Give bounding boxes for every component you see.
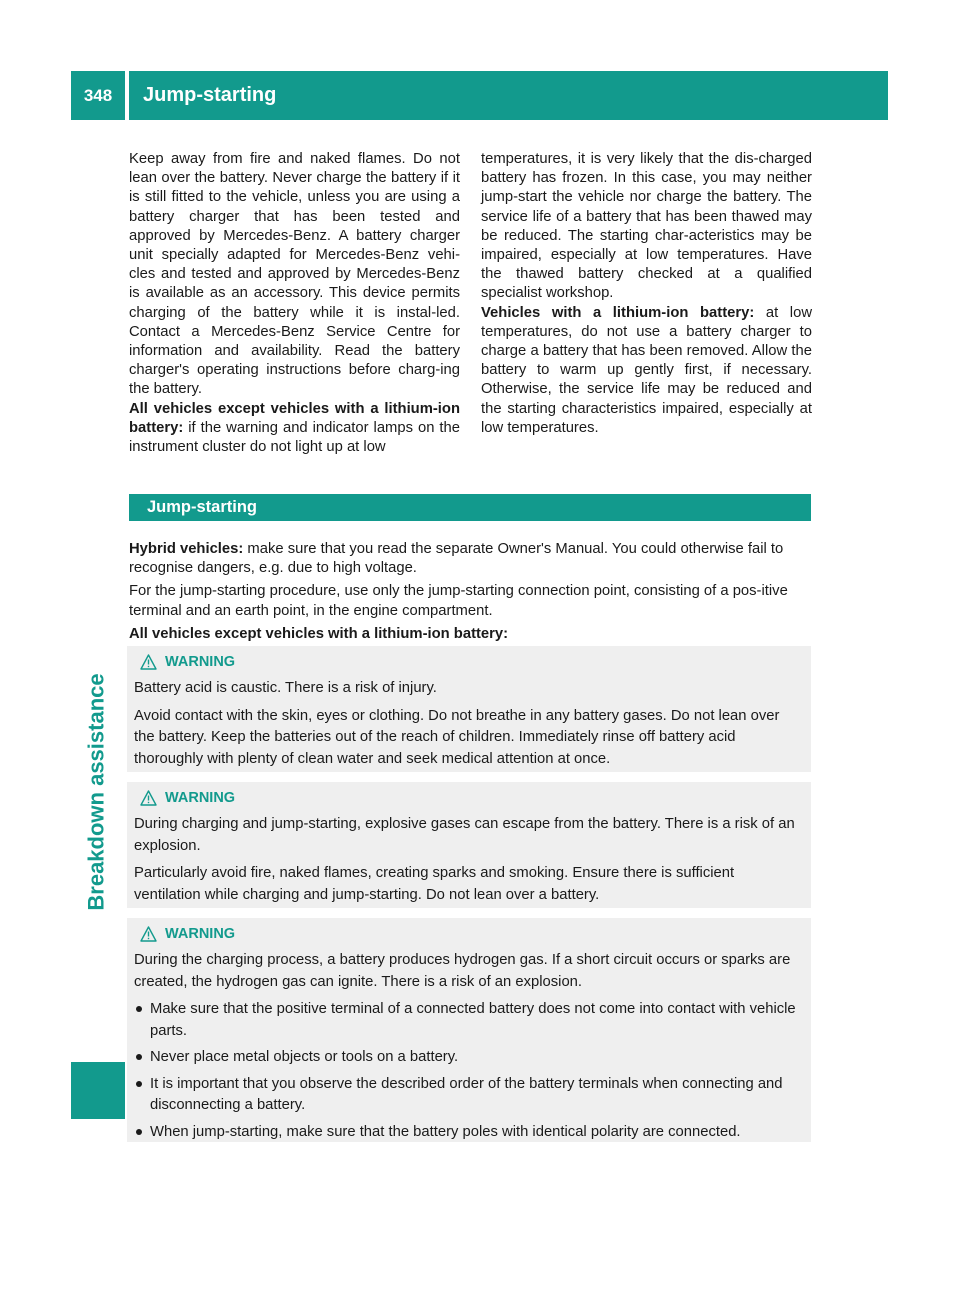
- warning-title-text-1: WARNING: [165, 654, 236, 670]
- warning-triangle-icon: [140, 926, 157, 942]
- right-paragraph-2: [481, 304, 812, 438]
- warning-triangle-icon: [140, 654, 157, 670]
- list-item: It is important that you observe the described order of the battery terminals when connecting and disconnecting a battery.: [134, 1074, 799, 1117]
- warning-2-paragraph-2: Particularly avoid fire, naked flames, creating sparks and smoking. Ensure there is sufficient ventilation while charging and jump-starting. Do not lean over a battery.: [134, 865, 735, 903]
- right-column: [481, 150, 812, 438]
- section-body: [129, 540, 811, 648]
- left-paragraph-2: [129, 400, 460, 458]
- warning-box-2: [127, 782, 811, 908]
- page-title: Jump-starting: [129, 71, 888, 120]
- warning-1-paragraph-1: Battery acid is caustic. There is a risk of injury.: [134, 680, 437, 696]
- right-paragraph-2-bold: Vehicles with a lithium-ion battery:: [481, 304, 755, 321]
- right-paragraph-1: temperatures, it is very likely that the dis-charged battery has frozen. In this case, you may neither jump-start the vehicle nor charge the battery. The service life of a battery that has been thawed may be reduced. The starting char-acteristics may be impaired, especially at low temperatures. Have the thawed battery checked at a qualified specialist workshop.: [481, 151, 812, 302]
- left-paragraph-2-bold: All vehicles except vehicles with a lithium-ion battery:: [129, 400, 460, 436]
- section-heading: Jump-starting: [129, 494, 811, 521]
- side-tab-label: Breakdown assistance: [84, 673, 110, 911]
- all-vehicles-heading: All vehicles except vehicles with a lithium-ion battery:: [129, 625, 509, 642]
- side-tab-marker: [71, 1062, 125, 1119]
- right-paragraph-2-text: at low temperatures, do not use a battery charger to charge a battery that has been removed. Allow the battery to warm up gently first, if necessary. Otherwise, the service life may be reduced and the starting characteristics impaired, especially at low temperatures.: [481, 304, 812, 436]
- hybrid-text: make sure that you read the separate Owner's Manual. You could otherwise fail to recognise dangers, e.g. due to high voltage.: [129, 541, 784, 577]
- left-paragraph-1: Keep away from fire and naked flames. Do not lean over the battery. Never charge the battery if it is still fitted to the vehicle, unless you are using a battery charger that has been tested and approved by Mercedes-Benz. A battery charger unit specially adapted for Mercedes-Benz vehi-cles and tested and approved by Mercedes-Benz is available as an accessory. This device permits charging of the battery while it is instal-led. Contact a Mercedes-Benz Service Centre for information and availability. Read the battery charger's operating instructions before charg-ing the battery.: [129, 151, 460, 398]
- warning-3-paragraph-1: During the charging process, a battery produces hydrogen gas. If a short circuit occurs or sparks are created, the hydrogen gas can ignite. There is a risk of an explosion.: [134, 952, 791, 990]
- list-item: When jump-starting, make sure that the battery poles with identical polarity are connected.: [134, 1122, 799, 1144]
- page-number: 348: [71, 71, 125, 120]
- left-paragraph-2-text: if the warning and indicator lamps on the instrument cluster do not light up at low: [129, 419, 460, 456]
- warning-triangle-icon: [140, 790, 157, 806]
- warning-box-3: [127, 918, 811, 1142]
- warning-3-bullet-list: [134, 999, 799, 1143]
- hybrid-label: Hybrid vehicles:: [129, 541, 244, 557]
- list-item: Make sure that the positive terminal of a connected battery does not come into contact with vehicle parts.: [134, 999, 799, 1042]
- warning-1-paragraph-2: Avoid contact with the skin, eyes or clothing. Do not breathe in any battery gases. Do not lean over the battery. Keep the batteries out of the reach of children. Immediately rinse off battery acid thoroughly with plenty of clean water and seek medical attention at once.: [134, 707, 780, 767]
- warning-2-paragraph-1: During charging and jump-starting, explosive gases can escape from the battery. There is a risk of an explosion.: [134, 816, 795, 854]
- warning-title-3: [140, 926, 799, 942]
- warning-box-1: [127, 646, 811, 772]
- warning-title-1: [140, 654, 799, 670]
- side-tab: [70, 542, 124, 1042]
- procedure-paragraph: For the jump-starting procedure, use only the jump-starting connection point, consisting of a pos-itive terminal and an earth point, in the engine compartment.: [129, 583, 788, 619]
- warning-title-text-2: WARNING: [165, 790, 236, 806]
- warning-title-text-3: WARNING: [165, 926, 236, 942]
- hybrid-paragraph: [129, 540, 811, 578]
- list-item: Never place metal objects or tools on a battery.: [134, 1047, 799, 1069]
- warning-title-2: [140, 790, 799, 806]
- left-column: [129, 150, 460, 457]
